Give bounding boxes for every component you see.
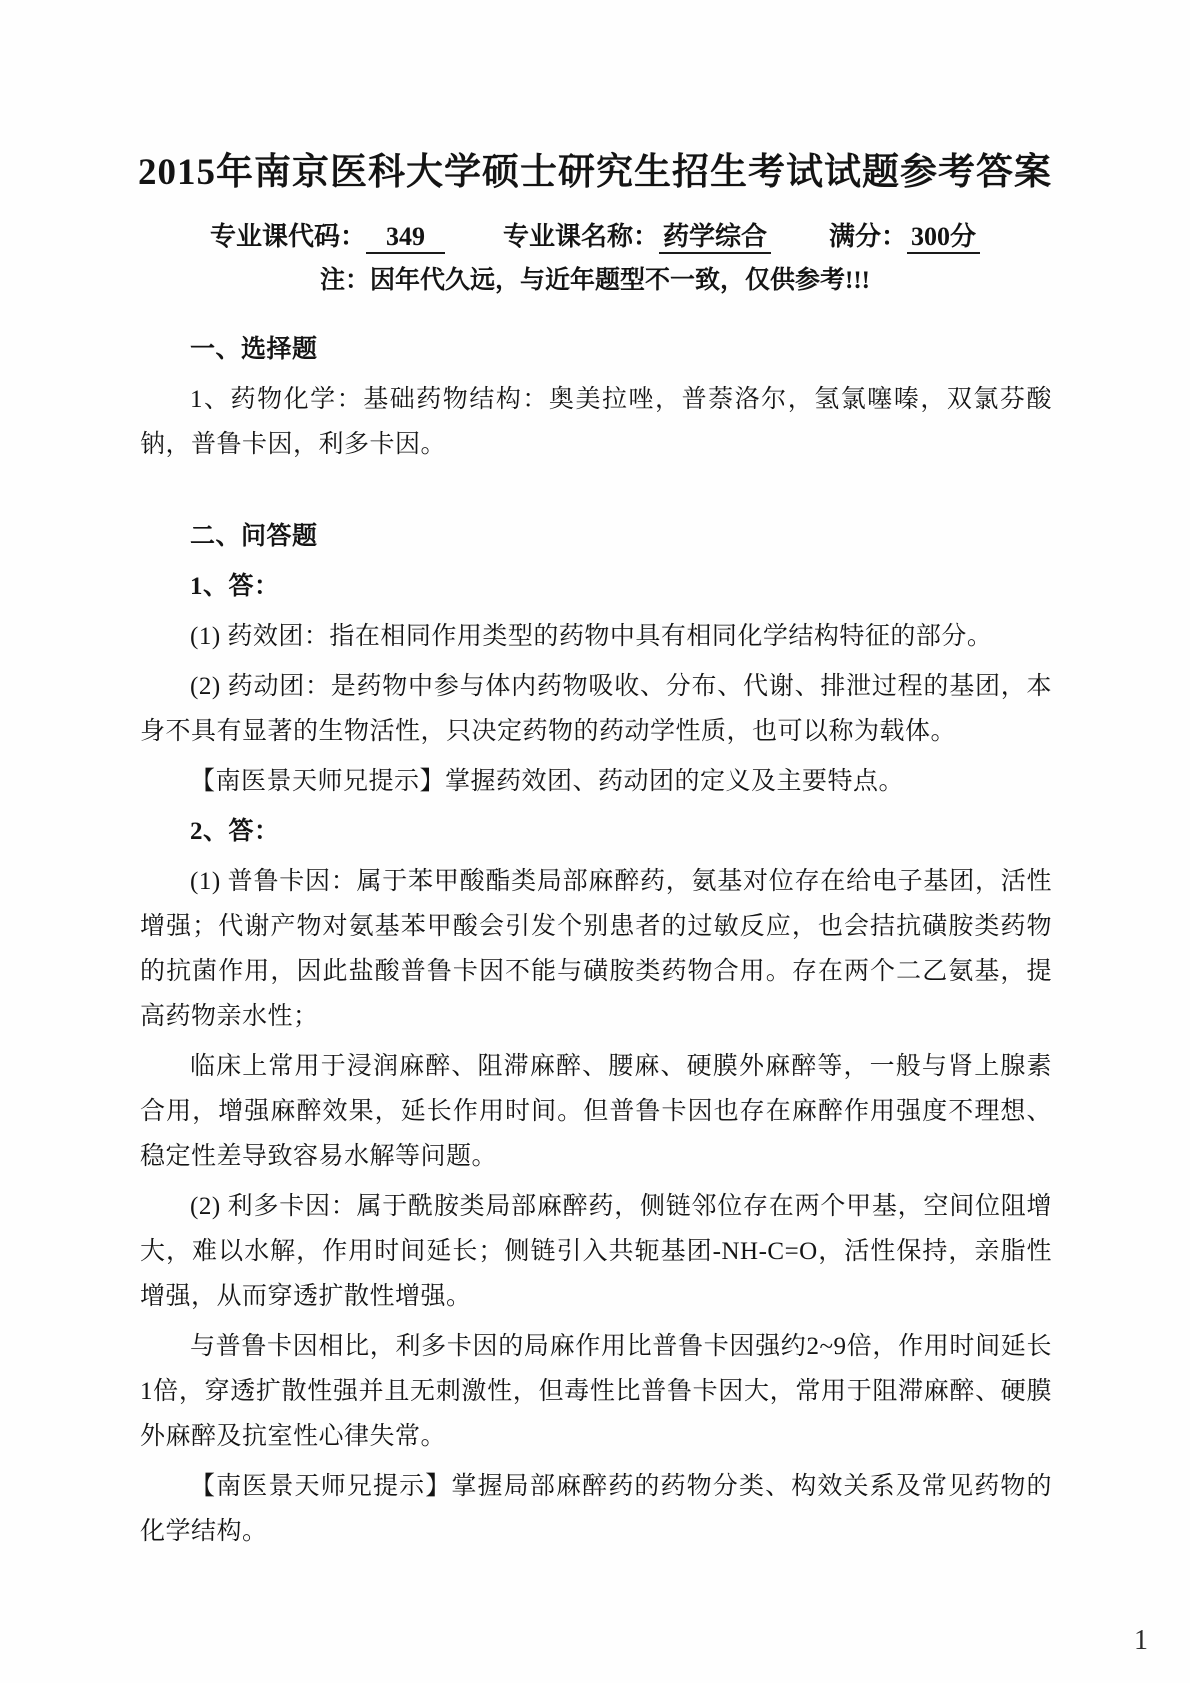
full-score-label: 满分： — [829, 222, 908, 251]
answer-2-point-2: (2) 利多卡因：属于酰胺类局部麻醉药，侧链邻位存在两个甲基，空间位阻增大，难以水解，作用时间延长；侧链引入共轭基团-NH-C=O，活性保持，亲脂性增强，从而穿透扩散性增强。 — [140, 1193, 1052, 1310]
choice-question-paragraph: 1、药物化学：基础药物结构：奥美拉唑，普萘洛尔，氢氯噻嗪，双氯芬酸钠，普鲁卡因，利多卡因。 — [140, 386, 1052, 458]
course-name-group — [503, 218, 771, 256]
section-heading-qa: 二、问答题 — [190, 523, 318, 550]
document-title: 2015年南京医科大学硕士研究生招生考试试题参考答案 — [138, 152, 1052, 193]
page-number: 1 — [1134, 1625, 1148, 1656]
document-body — [140, 327, 1052, 1554]
course-code-group — [210, 218, 445, 256]
full-score-value: 300分 — [907, 222, 980, 254]
answer-1-tip: 【南医景天师兄提示】掌握药效团、药动团的定义及主要特点。 — [190, 768, 905, 795]
answer-1-label: 1、答： — [190, 573, 280, 600]
answer-1-point-2: (2) 药动团：是药物中参与体内药物吸收、分布、代谢、排泄过程的基团，本身不具有显著的生物活性，只决定药物的药动学性质，也可以称为载体。 — [140, 673, 1052, 745]
course-code-label: 专业课代码： — [209, 222, 366, 251]
answer-2-point-1-clinical: 临床上常用于浸润麻醉、阻滞麻醉、腰麻、硬膜外麻醉等，一般与肾上腺素合用，增强麻醉效果，延长作用时间。但普鲁卡因也存在麻醉作用强度不理想、稳定性差导致容易水解等问题。 — [140, 1053, 1052, 1170]
answer-1-point-1: (1) 药效团：指在相同作用类型的药物中具有相同化学结构特征的部分。 — [190, 623, 993, 650]
course-meta-line — [0, 218, 1190, 256]
answer-2-comparison: 与普鲁卡因相比，利多卡因的局麻作用比普鲁卡因强约2~9倍，作用时间延长1倍，穿透扩散性强并且无刺激性，但毒性比普鲁卡因大，常用于阻滞麻醉、硬膜外麻醉及抗室性心律失常。 — [140, 1333, 1052, 1450]
section-heading-multiple-choice: 一、选择题 — [190, 336, 318, 363]
full-score-group — [829, 218, 980, 256]
reference-note: 注：因年代久远，与近年题型不一致，仅供参考!!! — [320, 267, 870, 294]
answer-2-label: 2、答： — [190, 818, 280, 845]
course-code-value: 349 — [366, 222, 445, 254]
course-name-label: 专业课名称： — [502, 222, 659, 251]
course-name-value: 药学综合 — [659, 222, 771, 254]
answer-2-tip: 【南医景天师兄提示】掌握局部麻醉药的药物分类、构效关系及常见药物的化学结构。 — [140, 1473, 1052, 1545]
answer-2-point-1: (1) 普鲁卡因：属于苯甲酸酯类局部麻醉药，氨基对位存在给电子基团，活性增强；代谢产物对氨基苯甲酸会引发个别患者的过敏反应，也会拮抗磺胺类药物的抗菌作用，因此盐酸普鲁卡因不能与磺胺类药物合用。存在两个二乙氨基，提高药物亲水性； — [140, 868, 1052, 1030]
